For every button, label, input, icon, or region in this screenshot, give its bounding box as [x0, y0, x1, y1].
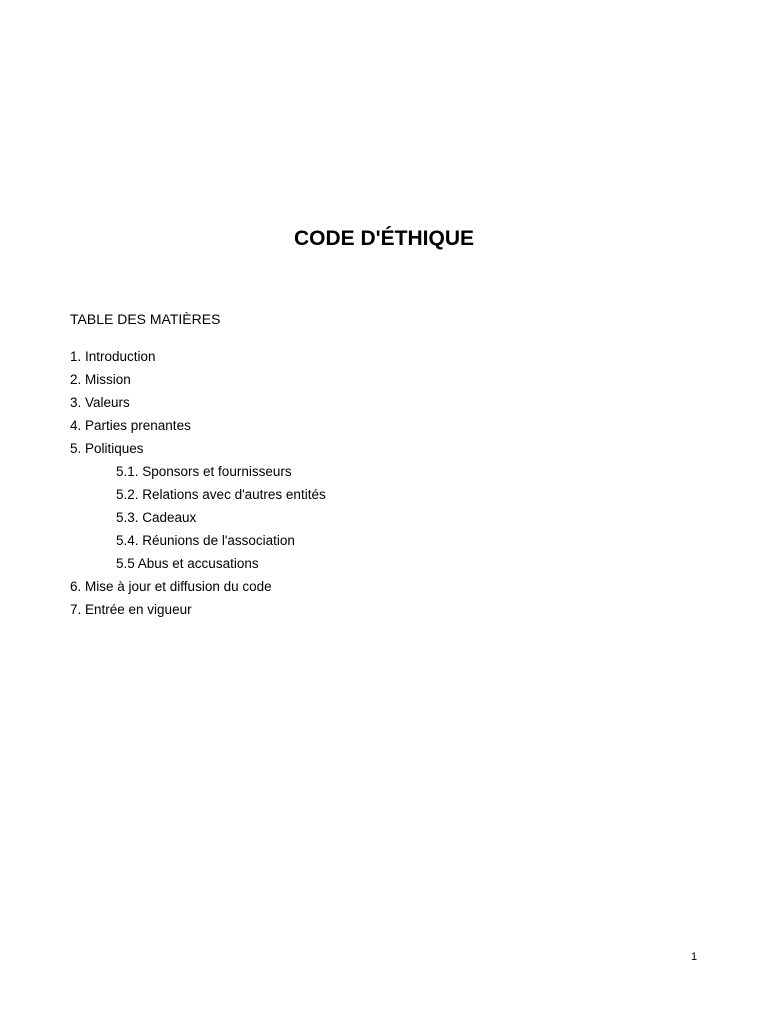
- page-number: 1: [691, 951, 698, 963]
- toc-heading: TABLE DES MATIÈRES: [70, 311, 221, 327]
- toc-subitem-reunions: 5.4. Réunions de l'association: [116, 533, 295, 548]
- toc-item-mission: 2. Mission: [70, 372, 131, 387]
- toc-subitem-abus: 5.5 Abus et accusations: [116, 556, 259, 571]
- toc-item-politiques: 5. Politiques: [70, 441, 144, 456]
- toc-subitem-sponsors: 5.1. Sponsors et fournisseurs: [116, 464, 292, 479]
- toc-item-valeurs: 3. Valeurs: [70, 395, 130, 410]
- toc-item-mise-a-jour: 6. Mise à jour et diffusion du code: [70, 579, 272, 594]
- toc-item-parties-prenantes: 4. Parties prenantes: [70, 418, 191, 433]
- toc-subitem-relations: 5.2. Relations avec d'autres entités: [116, 487, 326, 502]
- table-of-contents: [70, 345, 326, 621]
- toc-item-introduction: 1. Introduction: [70, 349, 156, 364]
- toc-item-entree-en-vigueur: 7. Entrée en vigueur: [70, 602, 192, 617]
- document-title: CODE D'ÉTHIQUE: [293, 227, 474, 250]
- toc-subitem-cadeaux: 5.3. Cadeaux: [116, 510, 197, 525]
